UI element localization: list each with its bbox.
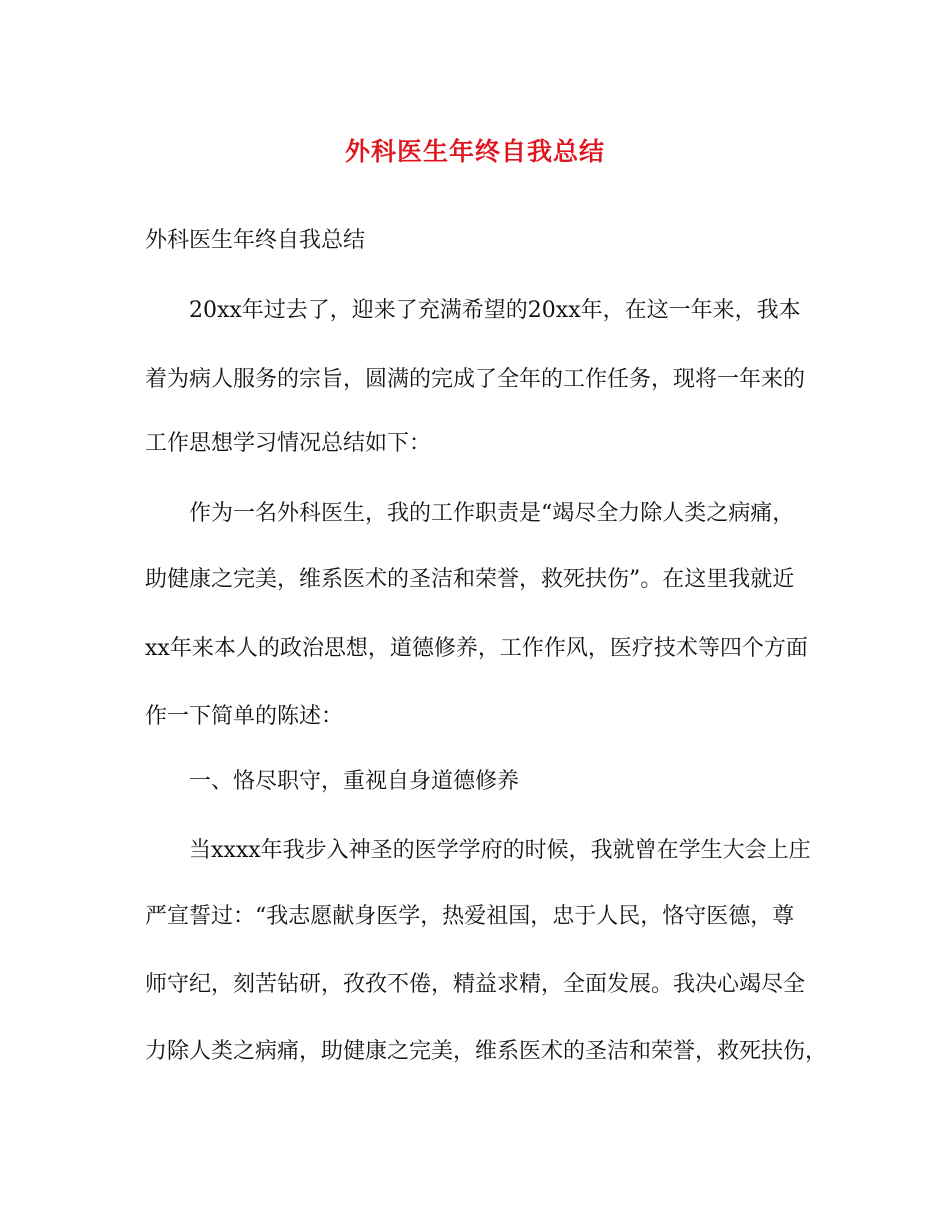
paragraph-line: 助健康之完美，维系医术的圣洁和荣誉，救死扶伤”。在这里我就近 — [145, 567, 795, 592]
paragraph-line: 师守纪，刻苦钻研，孜孜不倦，精益求精，全面发展。我决心竭尽全 — [145, 972, 806, 997]
paragraph-line: xx年来本人的政治思想，道德修养，工作作风，医疗技术等四个方面 — [145, 636, 808, 661]
paragraph-line: 作一下简单的陈述： — [145, 704, 344, 729]
paragraph-line: 工作思想学习情况总结如下： — [145, 431, 432, 456]
document-title: 外科医生年终自我总结 — [344, 137, 605, 166]
paragraph-line: 着为病人服务的宗旨，圆满的完成了全年的工作任务，现将一年来的 — [145, 367, 806, 392]
paragraph-line: 力除人类之病痛，助健康之完美，维系医术的圣洁和荣誉，救死扶伤， — [145, 1039, 828, 1064]
paragraph-line: 作为一名外科医生，我的工作职责是“竭尽全力除人类之病痛， — [189, 501, 795, 526]
paragraph-line: 20xx年过去了，迎来了充满希望的20xx年，在这一年来，我本 — [189, 298, 801, 323]
paragraph-line: 当xxxx年我步入神圣的医学学府的时候，我就曾在学生大会上庄 — [189, 838, 811, 863]
subtitle-line: 外科医生年终自我总结 — [145, 228, 366, 253]
paragraph-line: 严宣誓过：“我志愿献身医学，热爱祖国，忠于人民，恪守医德，尊 — [145, 904, 795, 929]
section-heading: 一、恪尽职守，重视自身道德修养 — [189, 769, 520, 794]
